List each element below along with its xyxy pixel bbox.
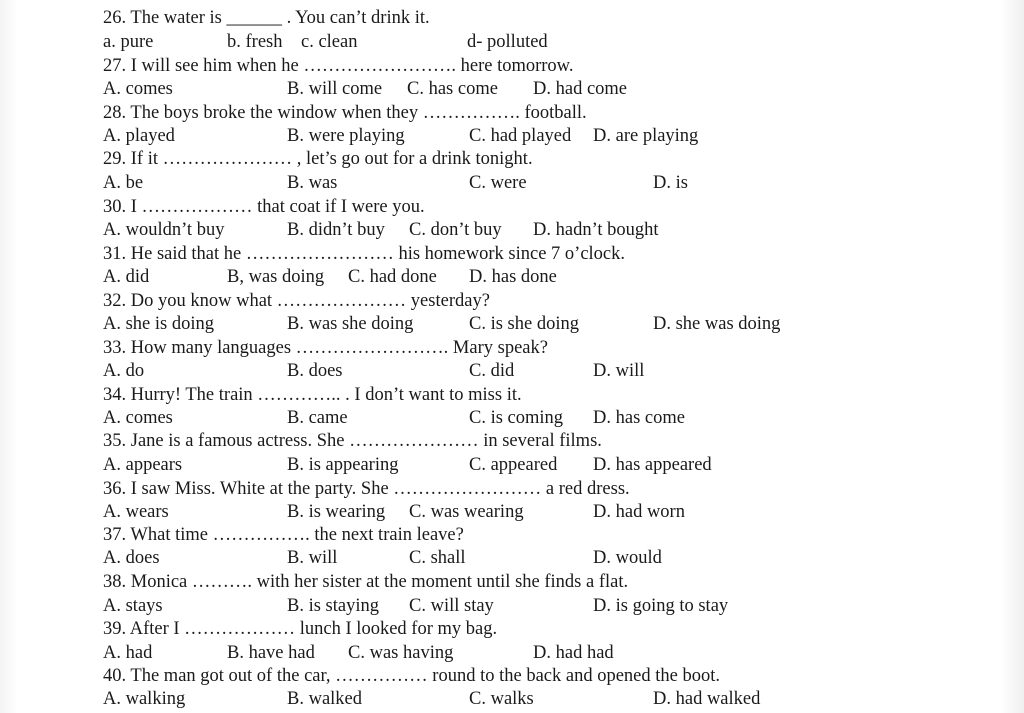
option-32-d: D. she was doing bbox=[653, 314, 781, 334]
option-28-c: C. had played bbox=[469, 126, 572, 146]
question-36 bbox=[103, 478, 630, 501]
question-34-stem: 34. Hurry! The train ………….. . I don’t want to miss it. bbox=[103, 385, 522, 405]
question-33 bbox=[103, 337, 548, 360]
option-39-d: D. had had bbox=[533, 643, 614, 663]
option-30-d: D. hadn’t bought bbox=[533, 220, 659, 240]
question-28-stem: 28. The boys broke the window when they ……………. football. bbox=[103, 103, 587, 123]
option-36-c: C. was wearing bbox=[409, 502, 524, 522]
question-29 bbox=[103, 148, 533, 171]
option-32-a: A. she is doing bbox=[103, 314, 214, 334]
option-36-a: A. wears bbox=[103, 502, 169, 522]
question-31 bbox=[103, 243, 625, 266]
question-29-stem: 29. If it ………………… , let’s go out for a drink tonight. bbox=[103, 149, 533, 169]
option-27-b: B. will come bbox=[287, 79, 383, 99]
question-27 bbox=[103, 55, 573, 78]
option-29-b: B. was bbox=[287, 173, 338, 193]
question-26-stem: 26. The water is ______ . You can’t drink it. bbox=[103, 8, 430, 28]
option-36-d: D. had worn bbox=[593, 502, 685, 522]
option-33-b: B. does bbox=[287, 361, 343, 381]
option-32-b: B. was she doing bbox=[287, 314, 414, 334]
option-34-a: A. comes bbox=[103, 408, 173, 428]
option-40-c: C. walks bbox=[469, 689, 534, 709]
option-34-b: B. came bbox=[287, 408, 348, 428]
option-29-c: C. were bbox=[469, 173, 527, 193]
question-37 bbox=[103, 524, 464, 547]
question-36-stem: 36. I saw Miss. White at the party. She …………………… a red dress. bbox=[103, 479, 630, 499]
option-30-b: B. didn’t buy bbox=[287, 220, 385, 240]
question-35 bbox=[103, 430, 602, 453]
option-34-d: D. has come bbox=[593, 408, 685, 428]
option-38-d: D. is going to stay bbox=[593, 596, 729, 616]
question-26 bbox=[103, 7, 430, 30]
option-39-b: B. have had bbox=[227, 643, 315, 663]
question-30-stem: 30. I ……………… that coat if I were you. bbox=[103, 197, 425, 217]
option-37-a: A. does bbox=[103, 548, 160, 568]
option-28-d: D. are playing bbox=[593, 126, 699, 146]
option-33-a: A. do bbox=[103, 361, 145, 381]
question-40 bbox=[103, 665, 720, 688]
option-38-b: B. is staying bbox=[287, 596, 379, 616]
option-28-b: B. were playing bbox=[287, 126, 405, 146]
option-34-c: C. is coming bbox=[469, 408, 564, 428]
option-30-a: A. wouldn’t buy bbox=[103, 220, 225, 240]
option-38-c: C. will stay bbox=[409, 596, 494, 616]
question-31-stem: 31. He said that he …………………… his homework since 7 o’clock. bbox=[103, 244, 626, 264]
question-40-stem: 40. The man got out of the car, …………… round to the back and opened the boot. bbox=[103, 666, 720, 686]
option-31-c: C. had done bbox=[348, 267, 437, 287]
option-38-a: A. stays bbox=[103, 596, 163, 616]
option-26-c: c. clean bbox=[301, 32, 358, 52]
option-30-c: C. don’t buy bbox=[409, 220, 502, 240]
question-35-stem: 35. Jane is a famous actress. She ………………… in several films. bbox=[103, 431, 602, 451]
question-38 bbox=[103, 571, 628, 594]
question-32 bbox=[103, 290, 490, 313]
option-31-d: D. has done bbox=[469, 267, 557, 287]
question-33-stem: 33. How many languages ……………………. Mary speak? bbox=[103, 338, 548, 358]
option-29-a: A. be bbox=[103, 173, 144, 193]
option-28-a: A. played bbox=[103, 126, 175, 146]
question-32-stem: 32. Do you know what ………………… yesterday? bbox=[103, 291, 490, 311]
option-31-a: A. did bbox=[103, 267, 150, 287]
question-39-stem: 39. After I ……………… lunch I looked for my bag. bbox=[103, 619, 498, 639]
question-28 bbox=[103, 102, 587, 125]
option-26-b: b. fresh bbox=[227, 32, 283, 52]
question-38-stem: 38. Monica ………. with her sister at the moment until she finds a flat. bbox=[103, 572, 629, 592]
option-32-c: C. is she doing bbox=[469, 314, 579, 334]
option-26-d: d- polluted bbox=[467, 32, 548, 52]
question-39 bbox=[103, 618, 497, 641]
option-35-b: B. is appearing bbox=[287, 455, 399, 475]
option-27-c: C. has come bbox=[407, 79, 498, 99]
option-39-a: A. had bbox=[103, 643, 153, 663]
option-40-a: A. walking bbox=[103, 689, 186, 709]
option-35-a: A. appears bbox=[103, 455, 183, 475]
option-33-d: D. will bbox=[593, 361, 645, 381]
option-27-a: A. comes bbox=[103, 79, 173, 99]
option-35-d: D. has appeared bbox=[593, 455, 712, 475]
option-37-c: C. shall bbox=[409, 548, 466, 568]
option-29-d: D. is bbox=[653, 173, 688, 193]
option-37-d: D. would bbox=[593, 548, 662, 568]
option-26-a: a. pure bbox=[103, 32, 154, 52]
question-37-stem: 37. What time ……………. the next train leave? bbox=[103, 525, 464, 545]
question-34 bbox=[103, 384, 522, 407]
option-27-d: D. had come bbox=[533, 79, 628, 99]
option-40-b: B. walked bbox=[287, 689, 363, 709]
option-37-b: B. will bbox=[287, 548, 338, 568]
question-30 bbox=[103, 196, 425, 219]
option-36-b: B. is wearing bbox=[287, 502, 386, 522]
option-39-c: C. was having bbox=[348, 643, 454, 663]
option-35-c: C. appeared bbox=[469, 455, 558, 475]
question-27-stem: 27. I will see him when he ……………………. here tomorrow. bbox=[103, 56, 574, 76]
option-31-b: B, was doing bbox=[227, 267, 325, 287]
option-40-d: D. had walked bbox=[653, 689, 761, 709]
option-33-c: C. did bbox=[469, 361, 515, 381]
